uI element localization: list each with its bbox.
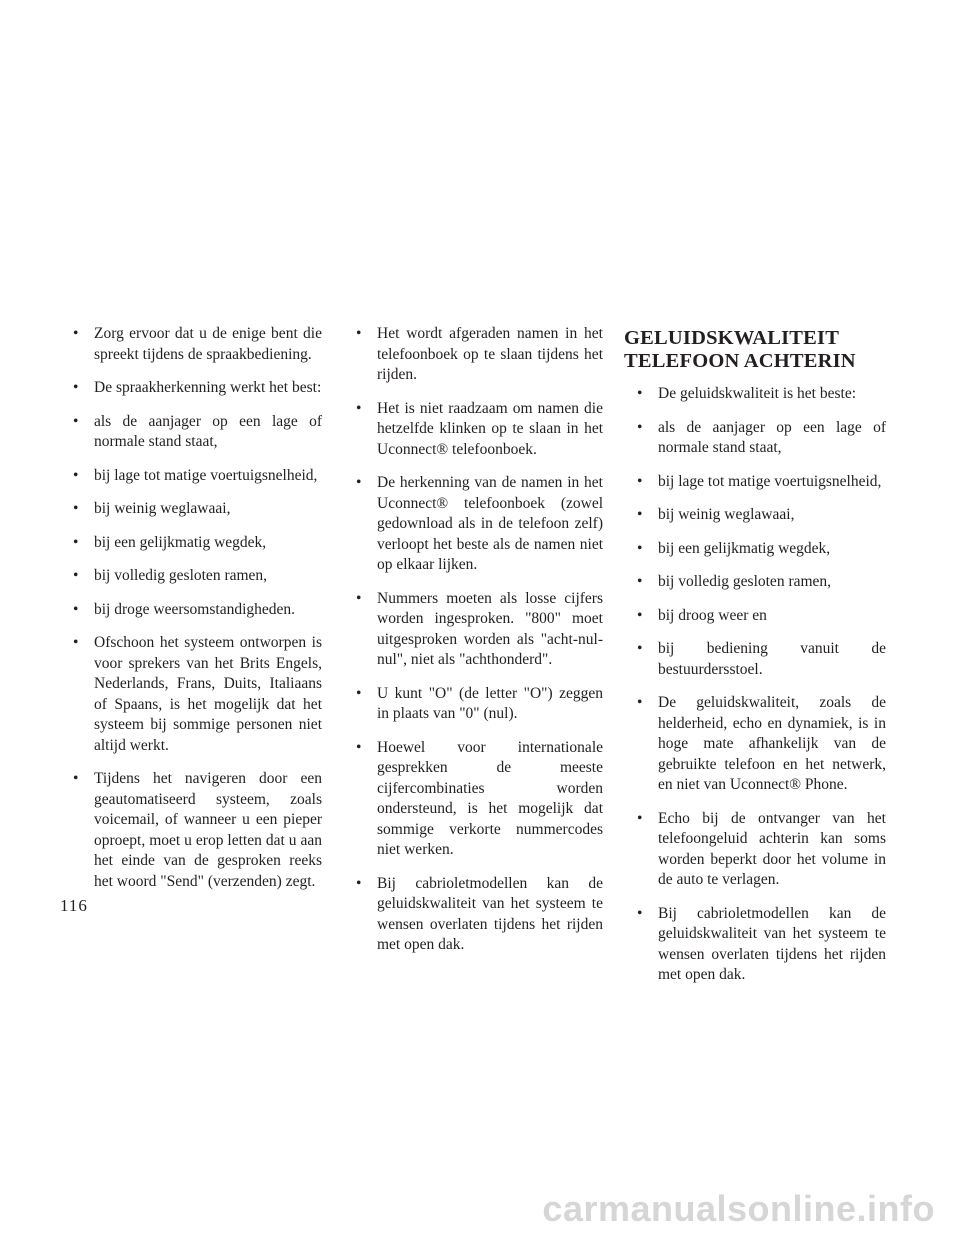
bullet-icon: • [356, 399, 362, 417]
bullet-icon: • [73, 466, 79, 484]
list-item-text: Het is niet raadzaam om namen die hetzelfde klinken op te slaan in het Uconnect® telefoonboek. [377, 399, 603, 458]
list-item [624, 472, 886, 493]
list-item-text: als de aanjager op een lage of normale stand staat, [658, 418, 886, 456]
bullet-icon: • [637, 640, 643, 657]
list-item [343, 738, 603, 861]
bullet-icon: • [73, 325, 79, 342]
list-item [343, 399, 603, 461]
watermark: carmanualsonline.info [542, 1188, 935, 1229]
bullet-icon: • [637, 606, 643, 624]
bullet-icon: • [637, 694, 643, 711]
list-item-text: Nummers moeten als losse cijfers worden ingesproken. "800" moet uitgesproken worden als "acht-nul-nul", niet als "achthonderd". [377, 589, 603, 668]
bullet-icon: • [73, 634, 79, 651]
list-item [624, 505, 886, 526]
list-item [624, 418, 886, 459]
list-item-text: De herkenning van de namen in het Uconnect® telefoonboek (zowel gedownload als in de telefoon zelf) verloopt het beste als de namen niet op elkaar lijken. [377, 474, 603, 573]
list-item [624, 639, 886, 680]
list-item [343, 324, 603, 386]
list-item-text: Tijdens het navigeren door een geautomatiseerd systeem, zoals voicemail, of wanneer u een pieper oproept, moet u erop letten dat u aan het einde van de gesproken reeks het woord "Send" (verzenden) zegt. [94, 770, 322, 890]
list-item-text: Zorg ervoor dat u de enige bent die spreekt tijdens de spraakbediening. [94, 325, 322, 363]
section-heading [624, 327, 886, 373]
bullet-icon: • [73, 567, 79, 584]
list-item-text: Echo bij de ontvanger van het telefoongeluid achterin kan soms worden beperkt door het volume in de auto te verlagen. [658, 809, 886, 888]
bullet-icon: • [356, 738, 362, 756]
list-item [343, 684, 603, 725]
list-item [60, 600, 322, 621]
bullet-icon: • [356, 874, 362, 892]
list-item-text: Het wordt afgeraden namen in het telefoonboek op te slaan tijdens het rijden. [377, 325, 603, 383]
bullet-icon: • [73, 533, 79, 551]
list-item-text: bij een gelijkmatig wegdek, [658, 539, 831, 557]
list-item [343, 874, 603, 956]
list-item-text: Hoewel voor internationale gesprekken de meeste cijfercombinaties worden ondersteund, is het mogelijk dat sommige verkorte nummercodes niet werken. [377, 738, 603, 858]
list-item-text: De geluidskwaliteit is het beste: [658, 385, 857, 402]
bullet-icon: • [637, 385, 643, 402]
page-number: 116 [60, 896, 88, 915]
list-item [60, 566, 322, 587]
list-item-text: bij bediening vanuit de bestuurdersstoel. [658, 640, 886, 678]
list-item-text: De geluidskwaliteit, zoals de helderheid, echo en dynamiek, is in hoge mate afhankelijk van de gebruikte telefoon en het netwerk, en niet van Uconnect® Phone. [658, 694, 886, 793]
list-item [60, 633, 322, 756]
list-item [60, 412, 322, 453]
list-item-text: bij een gelijkmatig wegdek, [94, 533, 267, 551]
list-item [343, 589, 603, 671]
bullet-list-middle [343, 324, 603, 956]
bullet-icon: • [637, 904, 643, 922]
list-item [60, 466, 322, 487]
bullet-icon: • [637, 418, 643, 436]
bullet-icon: • [356, 684, 362, 702]
bullet-icon: • [356, 474, 362, 491]
list-item-text: bij lage tot matige voertuigsnelheid, [94, 466, 318, 484]
bullet-icon: • [356, 325, 362, 342]
bullet-icon: • [637, 506, 643, 523]
list-item [624, 572, 886, 593]
list-item [60, 378, 322, 399]
list-item-text: bij droge weersomstandigheden. [94, 600, 296, 618]
section-heading-line-1: GELUIDSKWALITEIT [624, 327, 840, 349]
bullet-icon: • [73, 600, 79, 618]
list-item-text: bij droog weer en [658, 606, 767, 624]
bullet-icon: • [73, 412, 79, 430]
list-item-text: Bij cabrioletmodellen kan de geluidskwaliteit van het systeem te wensen overlaten tijdens het rijden met open dak. [658, 904, 886, 983]
list-item [60, 533, 322, 554]
list-item-text: U kunt "O" (de letter "O") zeggen in plaats van "0" (nul). [377, 684, 603, 722]
list-item-text: Bij cabrioletmodellen kan de geluidskwaliteit van het systeem te wensen overlaten tijdens het rijden met open dak. [377, 874, 603, 953]
bullet-list-left [60, 324, 322, 892]
list-item-text: bij lage tot matige voertuigsnelheid, [658, 472, 882, 490]
middle-column [343, 324, 603, 969]
list-item-text: bij volledig gesloten ramen, [658, 573, 832, 590]
list-item [624, 809, 886, 891]
bullet-icon: • [637, 809, 643, 827]
list-item [624, 606, 886, 627]
list-item-text: als de aanjager op een lage of normale stand staat, [94, 412, 322, 450]
list-item [624, 384, 886, 405]
list-item [60, 769, 322, 892]
bullet-icon: • [637, 472, 643, 490]
bullet-icon: • [73, 379, 79, 396]
bullet-icon: • [637, 539, 643, 557]
section-heading-line-2: TELEFOON ACHTERIN [624, 350, 856, 372]
list-item-text: Ofschoon het systeem ontworpen is voor sprekers van het Brits Engels, Nederlands, Frans, Duits, Italiaans of Spaans, is het mogelijk dat het systeem bij sommige personen niet altijd werkt. [94, 634, 322, 754]
bullet-icon: • [73, 770, 79, 787]
list-item-text: De spraakherkenning werkt het best: [94, 379, 322, 396]
list-item [60, 324, 322, 365]
list-item [624, 904, 886, 986]
list-item-text: bij weinig weglawaai, [94, 500, 231, 517]
bullet-icon: • [637, 573, 643, 590]
right-column [624, 324, 886, 999]
list-item-text: bij volledig gesloten ramen, [94, 567, 268, 584]
bullet-icon: • [356, 589, 362, 607]
list-item [343, 473, 603, 576]
list-item [60, 499, 322, 520]
bullet-list-right [624, 384, 886, 986]
list-item-text: bij weinig weglawaai, [658, 506, 795, 523]
list-item [624, 539, 886, 560]
left-column [60, 324, 322, 905]
bullet-icon: • [73, 500, 79, 517]
list-item [624, 693, 886, 796]
